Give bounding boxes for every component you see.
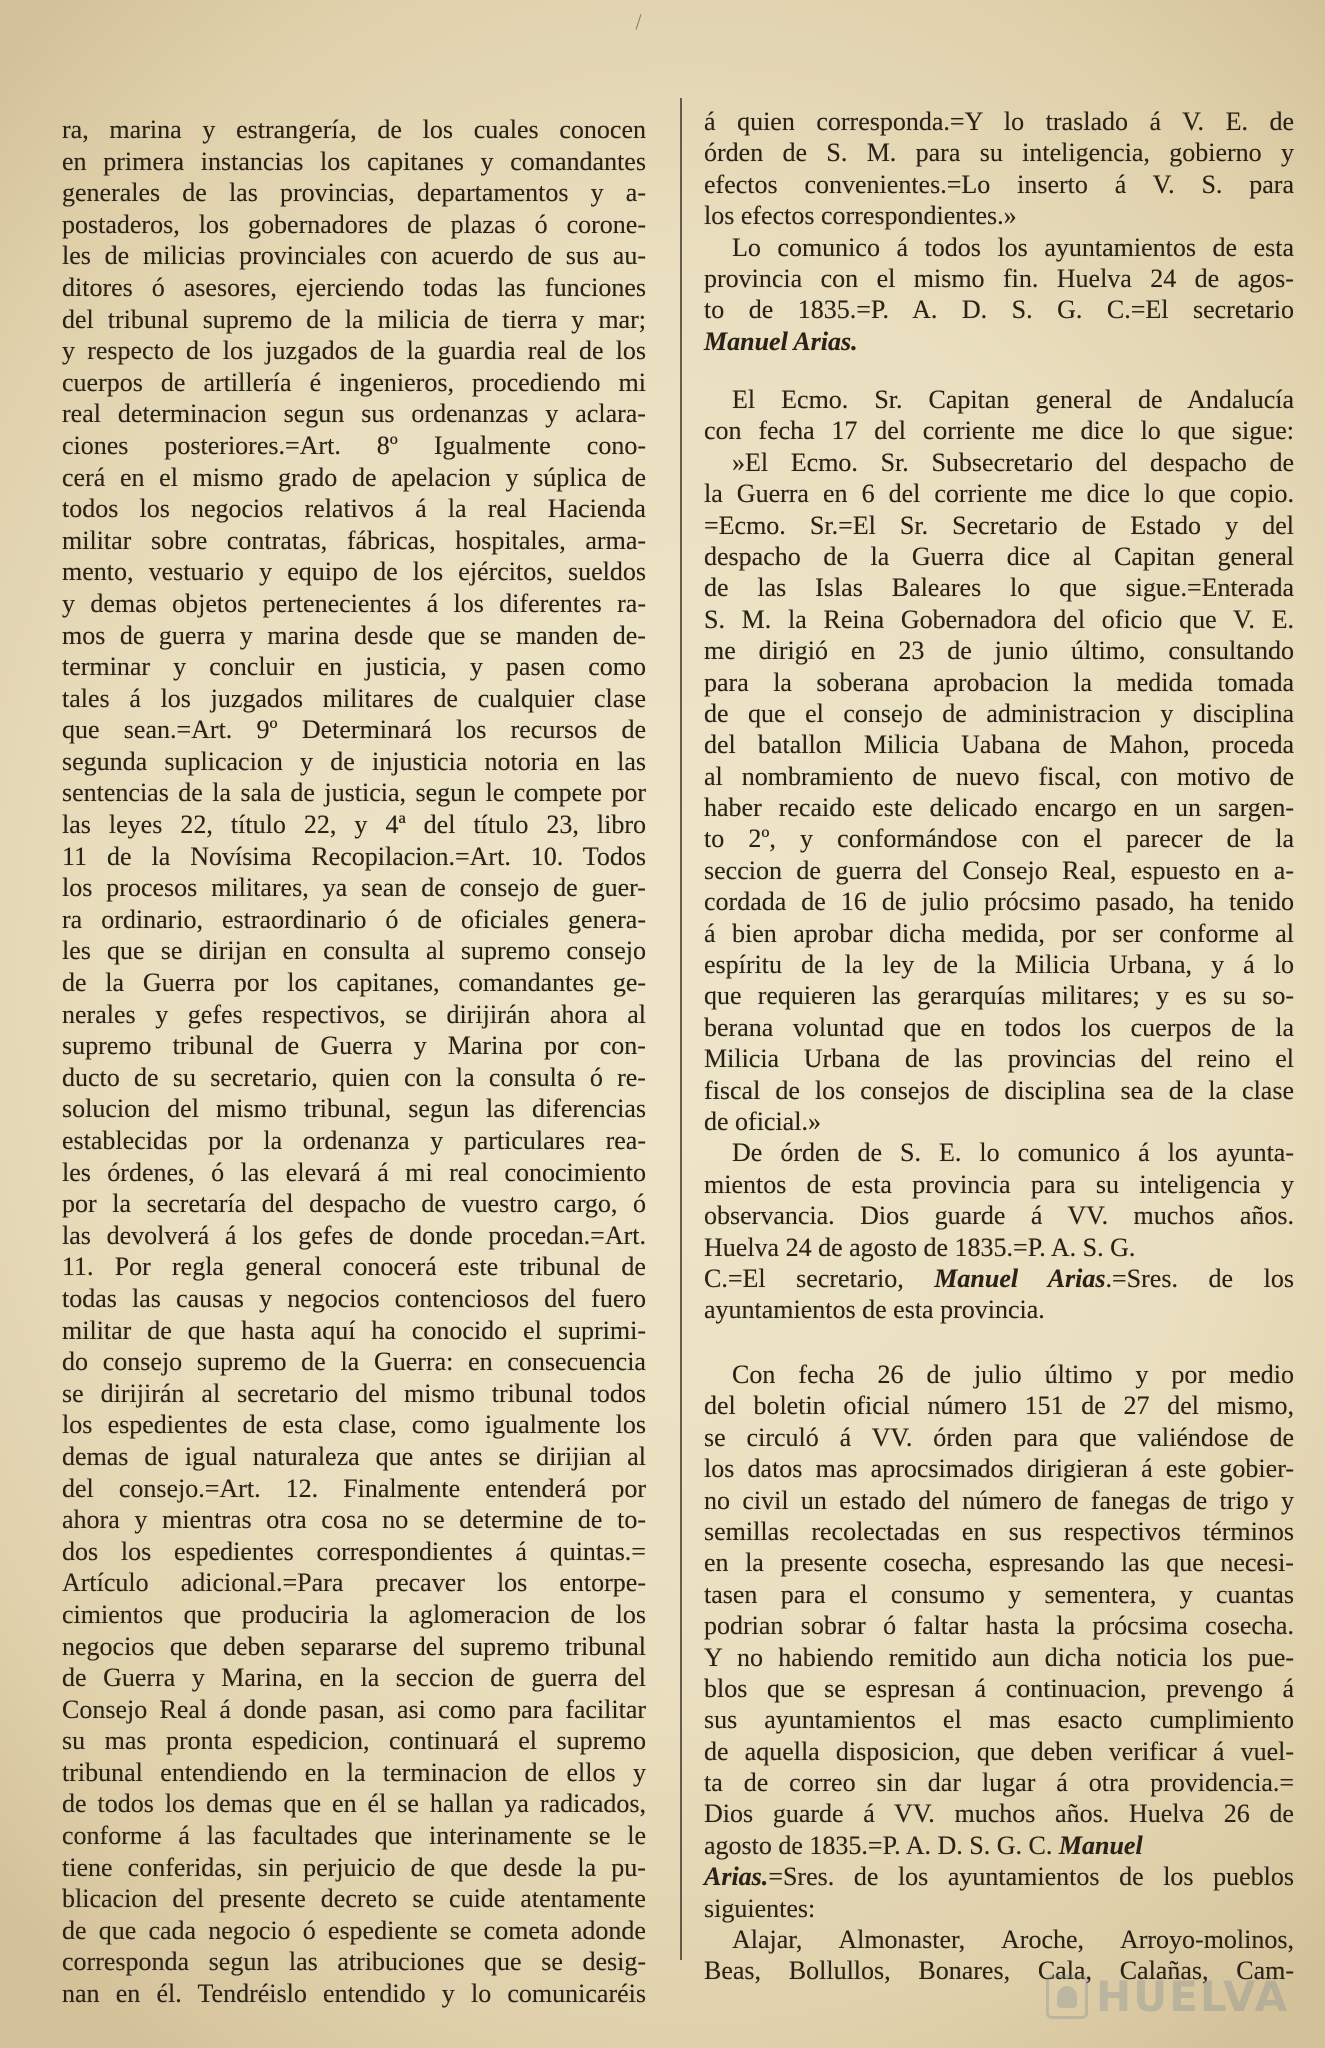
text-line bbox=[704, 1390, 1294, 1421]
text-line bbox=[704, 1043, 1294, 1074]
line-text: semillas recolectadas en sus respectivos términos bbox=[704, 1516, 1295, 1546]
line-text: Alajar, Almonaster, Aroche, Arroyo-molinos, bbox=[732, 1925, 1294, 1955]
line-text: De órden de S. E. lo comunico á los ayunta- bbox=[732, 1138, 1294, 1168]
text-line bbox=[62, 967, 646, 999]
line-text: »El Ecmo. Sr. Subsecretario del despacho de bbox=[732, 447, 1294, 477]
text-line bbox=[62, 1631, 646, 1663]
line-text: á bien aprobar dicha medida, por ser conforme al bbox=[704, 918, 1294, 948]
text-line bbox=[704, 792, 1294, 823]
right-column bbox=[704, 0, 1294, 2040]
text-line bbox=[62, 1315, 646, 1347]
text-line bbox=[704, 326, 1294, 357]
watermark bbox=[1046, 1972, 1289, 2021]
line-text: de oficial.» bbox=[704, 1106, 821, 1136]
text-line bbox=[62, 1378, 646, 1410]
text-line bbox=[704, 1893, 1294, 1924]
line-text: del batallon Milicia Uabana de Mahon, proceda bbox=[704, 730, 1295, 760]
paragraph bbox=[62, 114, 646, 2010]
line-text: se dirijirán al secretario del mismo tribunal todos bbox=[62, 1378, 646, 1408]
text-line bbox=[704, 263, 1294, 294]
line-text: El Ecmo. Sr. Capitan general de Andalucía bbox=[732, 385, 1294, 414]
line-text: de que cada negocio ó espediente se cometa adonde bbox=[62, 1915, 646, 1945]
line-text: nerales y gefes respectivos, se dirijirán ahora al bbox=[62, 999, 646, 1029]
text-line bbox=[704, 1547, 1294, 1578]
line-text: Beas, Bollullos, Bonares, Cala, Calañas, Cam- bbox=[704, 1956, 1295, 1986]
right-column-section-continuation bbox=[704, 106, 1294, 357]
line-text: de las Islas Baleares lo que sigue.=Enterada bbox=[704, 573, 1294, 603]
text-line bbox=[704, 572, 1294, 603]
line-text: de Guerra y Marina, en la seccion de guerra del bbox=[62, 1663, 647, 1693]
text-line bbox=[704, 1232, 1294, 1263]
line-text: provincia con el mismo fin. Huelva 24 de agos- bbox=[704, 263, 1294, 293]
line-text: y demas objetos pertenecientes á los diferentes ra- bbox=[62, 588, 646, 618]
line-text: siguientes: bbox=[704, 1893, 816, 1923]
line-text: la Guerra en 6 del corriente me dice lo que copio. bbox=[704, 479, 1295, 509]
text-line bbox=[62, 367, 646, 399]
line-text: ditores ó asesores, ejerciendo todas las funciones bbox=[62, 272, 647, 302]
text-line bbox=[704, 1767, 1294, 1798]
text-line bbox=[62, 588, 646, 620]
signatory-name: Manuel Arias. bbox=[704, 326, 858, 356]
line-text: dos los espedientes correspondientes á quintas.= bbox=[62, 1536, 646, 1566]
text-line bbox=[704, 1485, 1294, 1516]
signatory-name: Manuel bbox=[1058, 1830, 1143, 1860]
line-text bbox=[704, 1830, 1143, 1861]
line-text: militar de que hasta aquí ha conocido el suprimi- bbox=[62, 1315, 646, 1345]
line-text: segunda suplicacion y de injusticia notoria en las bbox=[62, 746, 647, 776]
line-text: ra, marina y estrangería, de los cuales conocen bbox=[62, 115, 646, 144]
line-text: postaderos, los gobernadores de plazas ó corone- bbox=[62, 209, 646, 239]
text-line bbox=[62, 272, 646, 304]
line-text: con fecha 17 del corriente me dice lo que sigue: bbox=[704, 416, 1295, 446]
text-line bbox=[704, 1137, 1294, 1168]
line-text: por la secretaría del despacho de vuestro cargo, ó bbox=[62, 1189, 646, 1219]
paragraph bbox=[704, 384, 1294, 447]
text-line bbox=[704, 415, 1294, 446]
line-text: demas de igual naturaleza que antes se dirijian al bbox=[62, 1441, 646, 1471]
line-text: blos que se espresan á continuacion, prevengo á bbox=[704, 1673, 1295, 1703]
line-text: supremo tribunal de Guerra y Marina por con- bbox=[62, 1031, 646, 1061]
line-text: de aquella disposicion, que deben verificar á vuel- bbox=[704, 1736, 1295, 1766]
line-text: en la presente cosecha, espresando las que necesi- bbox=[704, 1548, 1294, 1578]
text-line bbox=[704, 1200, 1294, 1231]
text-line bbox=[62, 556, 646, 588]
text-line bbox=[704, 729, 1294, 760]
line-text: les órdenes, ó las elevará á mi real conocimiento bbox=[62, 1157, 646, 1187]
line-text: real determinacion segun sus ordenanzas y aclara- bbox=[62, 399, 646, 429]
text-line bbox=[62, 872, 646, 904]
text-line bbox=[704, 667, 1294, 698]
text-line bbox=[62, 1852, 646, 1884]
line-text: los espedientes de esta clase, como igualmente los bbox=[62, 1410, 646, 1440]
text-line bbox=[62, 1125, 646, 1157]
paragraph bbox=[704, 232, 1294, 358]
line-text: S. M. la Reina Gobernadora del oficio que V. E. bbox=[704, 604, 1294, 634]
text-line bbox=[704, 1516, 1294, 1547]
line-text: tiene conferidas, sin perjuicio de que desde la pu- bbox=[62, 1852, 646, 1882]
text-line bbox=[62, 177, 646, 209]
text-line bbox=[62, 1662, 646, 1694]
line-text: fiscal de los consejos de disciplina sea de la clase bbox=[704, 1075, 1295, 1105]
text-line bbox=[62, 809, 646, 841]
line-text: del tribunal supremo de la milicia de tierra y mar; bbox=[62, 304, 646, 334]
text-line bbox=[704, 1169, 1294, 1200]
text-line bbox=[62, 1567, 646, 1599]
text-line bbox=[704, 980, 1294, 1011]
line-text: establecidas por la ordenanza y particulares rea- bbox=[62, 1126, 646, 1155]
line-text: blicacion del presente decreto se cuide atentamente bbox=[62, 1884, 646, 1914]
text-line bbox=[62, 1473, 646, 1505]
line-text bbox=[704, 326, 858, 357]
line-text: Y no habiendo remitido aun dicha noticia los pue- bbox=[704, 1642, 1295, 1672]
text-line bbox=[704, 106, 1294, 137]
text-segment: =Sres. de los ayuntamientos de los pueblos bbox=[768, 1862, 1295, 1892]
text-line bbox=[704, 1924, 1294, 1955]
line-text: al nombramiento de nuevo fiscal, con motivo de bbox=[704, 761, 1295, 791]
line-text: los datos mas aprocsimados dirigieran á este gobier- bbox=[704, 1454, 1294, 1484]
line-text: despacho de la Guerra dice al Capitan general bbox=[704, 541, 1294, 571]
line-text: cerá en el mismo grado de apelacion y súplica de bbox=[62, 462, 647, 492]
text-line bbox=[62, 462, 646, 494]
text-line bbox=[62, 1725, 646, 1757]
line-text: mos de guerra y marina desde que se manden de- bbox=[62, 620, 646, 650]
line-text: negocios que deben separarse del supremo tribunal bbox=[62, 1631, 646, 1661]
text-line bbox=[62, 935, 646, 967]
line-text: mientos de esta provincia para su inteligencia y bbox=[704, 1169, 1294, 1199]
line-text: les de milicias provinciales con acuerdo de sus au- bbox=[62, 241, 646, 271]
text-line bbox=[62, 398, 646, 430]
line-text: haber recaido este delicado encargo en un sargen- bbox=[704, 793, 1294, 823]
line-text: Dios guarde á VV. muchos años. Huelva 26 de bbox=[704, 1799, 1294, 1829]
line-text: sentencias de la sala de justicia, segun le compete por bbox=[62, 778, 646, 808]
text-line bbox=[704, 1642, 1294, 1673]
signatory-name: Arias. bbox=[704, 1862, 769, 1892]
column-divider bbox=[680, 98, 682, 1960]
line-text: tasen para el consumo y sementera, y cuantas bbox=[704, 1579, 1294, 1609]
line-text: podrian sobrar ó faltar hasta la prócsima cosecha. bbox=[704, 1611, 1294, 1641]
line-text: 11 de la Novísima Recopilacion.=Art. 10. Todos bbox=[62, 841, 646, 871]
text-line bbox=[704, 1075, 1294, 1106]
line-text: efectos convenientes.=Lo inserto á V. S. para bbox=[704, 169, 1295, 199]
text-line bbox=[704, 541, 1294, 572]
text-line bbox=[62, 1915, 646, 1947]
line-text: los efectos correspondientes.» bbox=[704, 201, 1017, 231]
text-line bbox=[62, 620, 646, 652]
text-line bbox=[62, 493, 646, 525]
line-text: del boletin oficial número 151 de 27 del mismo, bbox=[704, 1391, 1294, 1421]
line-text: ducto de su secretario, quien con la consulta ó re- bbox=[62, 1062, 646, 1092]
paragraph bbox=[704, 1359, 1294, 1924]
line-text: ra ordinario, estraordinario ó de oficiales genera- bbox=[62, 904, 646, 934]
text-line bbox=[704, 1736, 1294, 1767]
text-line bbox=[62, 1883, 646, 1915]
text-line bbox=[704, 604, 1294, 635]
text-line bbox=[704, 1453, 1294, 1484]
line-text: órden de S. M. para su inteligencia, gobierno y bbox=[704, 138, 1295, 168]
text-line bbox=[62, 1441, 646, 1473]
text-line bbox=[62, 999, 646, 1031]
text-line bbox=[62, 1788, 646, 1820]
line-text: tales á los juzgados militares de cualquier clase bbox=[62, 683, 646, 713]
text-line bbox=[704, 169, 1294, 200]
text-line bbox=[62, 1946, 646, 1978]
line-text: todos los negocios relativos á la real Hacienda bbox=[62, 494, 646, 524]
line-text: ahora y mientras otra cosa no se determine de to- bbox=[62, 1505, 647, 1535]
text-segment: C.=El secretario, bbox=[704, 1263, 935, 1293]
text-line bbox=[62, 1346, 646, 1378]
ink-mark bbox=[636, 14, 642, 30]
watermark-logo-icon bbox=[1046, 1975, 1088, 2019]
right-column-section-notice-andalucia bbox=[704, 384, 1294, 1326]
line-text: de la Guerra por los capitanes, comandantes ge- bbox=[62, 968, 647, 998]
line-text: observancia. Dios guarde á VV. muchos años. bbox=[704, 1201, 1295, 1231]
text-line bbox=[704, 1294, 1294, 1325]
line-text: militar sobre contratas, fábricas, hospitales, arma- bbox=[62, 525, 647, 555]
text-line bbox=[62, 240, 646, 272]
text-line bbox=[704, 510, 1294, 541]
text-line bbox=[62, 746, 646, 778]
text-line bbox=[62, 1820, 646, 1852]
text-line bbox=[704, 1106, 1294, 1137]
text-line bbox=[704, 761, 1294, 792]
text-line bbox=[704, 886, 1294, 917]
line-text: no civil un estado del número de fanegas de trigo y bbox=[704, 1485, 1295, 1515]
line-text: cordada de 16 de julio prócsimo pasado, ha tenido bbox=[704, 887, 1295, 917]
line-text: sus ayuntamientos el mas esacto cumplimiento bbox=[704, 1705, 1294, 1735]
line-text: de todos los demas que en él se hallan ya radicados, bbox=[62, 1789, 647, 1819]
line-text: ciones posteriores.=Art. 8º Igualmente cono- bbox=[62, 430, 646, 460]
text-line bbox=[704, 384, 1294, 415]
line-text: =Ecmo. Sr.=El Sr. Secretario de Estado y del bbox=[704, 510, 1294, 540]
line-text: tribunal entendiendo en la terminacion de ellos y bbox=[62, 1757, 646, 1787]
line-text: me dirigió en 23 de junio último, consultando bbox=[704, 636, 1294, 666]
text-line bbox=[62, 114, 646, 146]
text-line bbox=[62, 1694, 646, 1726]
line-text: 11. Por regla general conocerá este tribunal de bbox=[62, 1252, 646, 1282]
line-text: Huelva 24 de agosto de 1835.=P. A. S. G. bbox=[704, 1232, 1136, 1262]
text-line bbox=[62, 335, 646, 367]
text-line bbox=[62, 1599, 646, 1631]
text-segment: agosto de 1835.=P. A. D. S. G. C. bbox=[704, 1830, 1059, 1860]
line-text: solucion del mismo tribunal, segun las diferencias bbox=[62, 1094, 647, 1124]
text-line bbox=[62, 714, 646, 746]
text-line bbox=[704, 635, 1294, 666]
line-text bbox=[704, 1263, 1294, 1294]
text-line bbox=[704, 447, 1294, 478]
text-line bbox=[62, 1220, 646, 1252]
text-line bbox=[704, 1422, 1294, 1453]
line-text: Consejo Real á donde pasan, asi como para facilitar bbox=[62, 1694, 647, 1724]
right-column-section-notice-harvest bbox=[704, 1359, 1294, 1987]
left-column bbox=[62, 114, 646, 2010]
line-text: de que el consejo de administracion y disciplina bbox=[704, 698, 1294, 728]
line-text: se circuló á VV. órden para que valiéndose de bbox=[704, 1422, 1295, 1452]
line-text: nan en él. Tendréislo entendido y lo comunicaréis bbox=[62, 1979, 647, 2009]
line-text: todas las causas y negocios contenciosos del fuero bbox=[62, 1283, 647, 1313]
line-text: espíritu de la ley de la Milicia Urbana, y á lo bbox=[704, 950, 1295, 980]
text-line bbox=[704, 1359, 1294, 1390]
line-text: to 2º, y conformándose con el parecer de la bbox=[704, 824, 1295, 854]
text-line bbox=[62, 1093, 646, 1125]
text-line bbox=[704, 1673, 1294, 1704]
text-line bbox=[704, 294, 1294, 325]
text-line bbox=[62, 1409, 646, 1441]
text-line bbox=[62, 1536, 646, 1568]
line-text: su mas pronta espedicion, continuará el supremo bbox=[62, 1726, 647, 1756]
line-text: ayuntamientos de esta provincia. bbox=[704, 1295, 1045, 1325]
line-text: á quien corresponda.=Y lo traslado á V. E. de bbox=[704, 107, 1295, 136]
text-line bbox=[704, 949, 1294, 980]
line-text: generales de las provincias, departamentos y a- bbox=[62, 178, 646, 208]
text-line bbox=[62, 1283, 646, 1315]
text-line bbox=[704, 823, 1294, 854]
text-line bbox=[704, 232, 1294, 263]
paragraph bbox=[704, 447, 1294, 1138]
text-line bbox=[62, 146, 646, 178]
paragraph bbox=[704, 106, 1294, 232]
line-text: los procesos militares, ya sean de consejo de guer- bbox=[62, 873, 646, 903]
text-line bbox=[62, 904, 646, 936]
line-text: Con fecha 26 de julio último y por medio bbox=[732, 1360, 1294, 1389]
line-text bbox=[704, 1861, 1294, 1892]
text-line bbox=[62, 1062, 646, 1094]
text-line bbox=[704, 1798, 1294, 1829]
line-text: mento, vestuario y equipo de los ejércitos, sueldos bbox=[62, 557, 646, 587]
text-line bbox=[704, 1012, 1294, 1043]
line-text: Artículo adicional.=Para precaver los entorpe- bbox=[62, 1568, 646, 1598]
line-text: en primera instancias los capitanes y comandantes bbox=[62, 146, 646, 176]
line-text: do consejo supremo de la Guerra: en consecuencia bbox=[62, 1347, 646, 1377]
text-line bbox=[62, 430, 646, 462]
line-text: cimientos que produciria la aglomeracion de los bbox=[62, 1599, 646, 1629]
watermark-text: HUELVA bbox=[1096, 1972, 1290, 2021]
text-line bbox=[62, 651, 646, 683]
line-text: que sean.=Art. 9º Determinará los recursos de bbox=[62, 715, 646, 745]
text-line bbox=[62, 683, 646, 715]
line-text: cuerpos de artillería é ingenieros, procediendo mi bbox=[62, 367, 646, 397]
line-text: y respecto de los juzgados de la guardia real de los bbox=[62, 336, 647, 366]
text-line bbox=[704, 1704, 1294, 1735]
text-line bbox=[704, 698, 1294, 729]
text-line bbox=[62, 1978, 646, 2010]
text-line bbox=[62, 1188, 646, 1220]
text-line bbox=[704, 1861, 1294, 1892]
text-line bbox=[62, 525, 646, 557]
text-line bbox=[704, 1830, 1294, 1861]
line-text: las devolverá á los gefes de donde procedan.=Art. bbox=[62, 1220, 646, 1250]
text-line bbox=[62, 1251, 646, 1283]
text-line bbox=[62, 304, 646, 336]
line-text: para la soberana aprobacion la medida tomada bbox=[704, 667, 1294, 697]
text-line bbox=[704, 478, 1294, 509]
line-text: Lo comunico á todos los ayuntamientos de esta bbox=[732, 232, 1295, 262]
line-text: les que se dirijan en consulta al supremo consejo bbox=[62, 936, 646, 966]
paragraph bbox=[704, 1137, 1294, 1325]
text-line bbox=[704, 137, 1294, 168]
text-line bbox=[62, 1757, 646, 1789]
line-text: del consejo.=Art. 12. Finalmente entenderá por bbox=[62, 1473, 646, 1503]
text-line bbox=[704, 1579, 1294, 1610]
line-text: ta de correo sin dar lugar á otra providencia.= bbox=[704, 1768, 1295, 1798]
line-text: conforme á las facultades que interinamente se le bbox=[62, 1821, 646, 1851]
text-line bbox=[704, 918, 1294, 949]
signatory-name: Manuel Arias bbox=[934, 1263, 1106, 1293]
text-segment: .=Sres. de los bbox=[1105, 1263, 1294, 1293]
line-text: Milicia Urbana de las provincias del reino el bbox=[704, 1044, 1294, 1074]
line-text: las leyes 22, título 22, y 4ª del título 23, libro bbox=[62, 810, 647, 840]
line-text: corresponda segun las atribuciones que se desig- bbox=[62, 1947, 647, 1977]
text-line bbox=[62, 1157, 646, 1189]
line-text: terminar y concluir en justicia, y pasen como bbox=[62, 652, 646, 682]
text-line bbox=[704, 1263, 1294, 1294]
text-line bbox=[62, 841, 646, 873]
text-line bbox=[704, 855, 1294, 886]
text-line bbox=[62, 209, 646, 241]
line-text: seccion de guerra del Consejo Real, espuesto en a- bbox=[704, 855, 1294, 885]
text-line bbox=[62, 1504, 646, 1536]
text-line bbox=[62, 1030, 646, 1062]
text-line bbox=[704, 1610, 1294, 1641]
text-line bbox=[62, 777, 646, 809]
line-text: que requieren las gerarquías militares; y es su so- bbox=[704, 981, 1294, 1011]
text-line bbox=[704, 200, 1294, 231]
line-text: to de 1835.=P. A. D. S. G. C.=El secretario bbox=[704, 295, 1295, 325]
line-text: berana voluntad que en todos los cuerpos de la bbox=[704, 1012, 1294, 1042]
